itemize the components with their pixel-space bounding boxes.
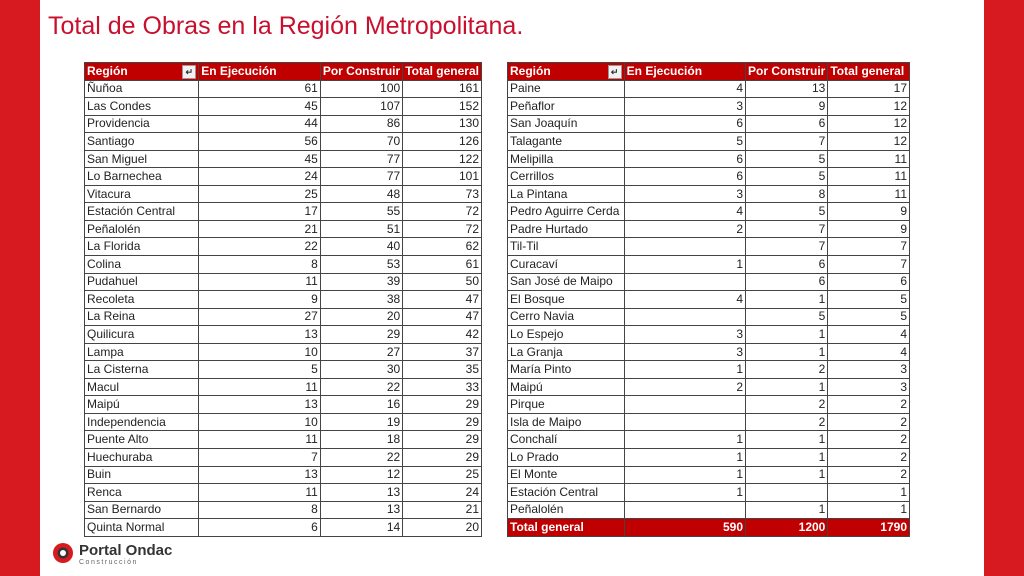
table-row [85,519,482,537]
en-ejecucion-cell: 4 [624,80,745,98]
region-cell: María Pinto [508,361,625,379]
en-ejecucion-cell: 13 [199,466,321,484]
logo-subtitle: Construcción [79,559,138,566]
total-general-cell: 5 [828,291,910,309]
table-row [85,484,482,502]
table-row [508,413,910,431]
por-construir-cell: 16 [320,396,402,414]
total-general-cell: 9 [828,220,910,238]
total-general-cell: 33 [403,378,482,396]
en-ejecucion-cell: 1 [624,431,745,449]
region-cell: Las Condes [85,98,199,116]
por-construir-cell: 20 [320,308,402,326]
region-cell: Providencia [85,115,199,133]
total-general-cell: 4 [828,343,910,361]
por-construir-cell: 77 [320,150,402,168]
table-row [508,501,910,519]
region-cell: San Miguel [85,150,199,168]
region-cell: La Cisterna [85,361,199,379]
total-general-cell: 12 [828,98,910,116]
region-cell: San Bernardo [85,501,199,519]
total-por-construir-cell: 1200 [746,519,828,537]
region-cell: Peñalolén [508,501,625,519]
region-cell: Ñuñoa [85,80,199,98]
por-construir-cell: 9 [746,98,828,116]
logo-name: Portal Ondac [79,542,173,559]
en-ejecucion-cell: 45 [199,98,321,116]
table-row [508,396,910,414]
total-general-cell: 3 [828,361,910,379]
region-cell: La Reina [85,308,199,326]
region-cell: La Pintana [508,185,625,203]
en-ejecucion-cell [624,238,745,256]
total-general-cell: 130 [403,115,482,133]
region-cell: San José de Maipo [508,273,625,291]
por-construir-cell: 55 [320,203,402,221]
en-ejecucion-cell: 1 [624,256,745,274]
en-ejecucion-cell: 10 [199,413,321,431]
region-cell: Pirque [508,396,625,414]
en-ejecucion-cell: 1 [624,449,745,467]
region-cell: Paine [508,80,625,98]
table-row [85,256,482,274]
total-general-cell: 101 [403,168,482,186]
por-construir-cell: 22 [320,378,402,396]
table-row [508,256,910,274]
total-en-ejecucion-cell: 590 [624,519,745,537]
page-title: Total de Obras en la Región Metropolitana. [48,12,524,40]
table-row [85,115,482,133]
por-construir-cell: 6 [746,115,828,133]
header-por-construir: Por Construir [746,63,828,81]
table-row [508,273,910,291]
por-construir-cell: 5 [746,308,828,326]
en-ejecucion-cell: 25 [199,185,321,203]
region-cell: Padre Hurtado [508,220,625,238]
table-row [508,203,910,221]
en-ejecucion-cell: 3 [624,98,745,116]
total-general-cell: 1 [828,484,910,502]
por-construir-cell: 29 [320,326,402,344]
table-row [85,185,482,203]
table-row [508,291,910,309]
region-cell: Renca [85,484,199,502]
por-construir-cell: 1 [746,501,828,519]
table-row [85,361,482,379]
header-region [85,63,199,81]
por-construir-cell: 7 [746,238,828,256]
en-ejecucion-cell: 45 [199,150,321,168]
region-cell: Talagante [508,133,625,151]
region-cell: El Monte [508,466,625,484]
total-general-cell: 11 [828,168,910,186]
por-construir-cell: 53 [320,256,402,274]
total-general-cell: 11 [828,150,910,168]
total-general-cell: 11 [828,185,910,203]
en-ejecucion-cell [624,273,745,291]
region-cell: Lo Prado [508,449,625,467]
en-ejecucion-cell: 22 [199,238,321,256]
total-general-cell: 35 [403,361,482,379]
total-general-cell: 47 [403,291,482,309]
total-general-cell: 24 [403,484,482,502]
en-ejecucion-cell: 8 [199,256,321,274]
en-ejecucion-cell [624,308,745,326]
header-por-construir: Por Construir [320,63,402,81]
por-construir-cell: 51 [320,220,402,238]
table-row [508,378,910,396]
table-row [85,203,482,221]
region-cell: San Joaquín [508,115,625,133]
en-ejecucion-cell: 6 [624,168,745,186]
table-row [508,449,910,467]
en-ejecucion-cell: 3 [624,326,745,344]
en-ejecucion-cell [624,413,745,431]
total-general-cell: 6 [828,273,910,291]
table-row [85,396,482,414]
por-construir-cell: 7 [746,133,828,151]
por-construir-cell: 13 [320,484,402,502]
en-ejecucion-cell: 4 [624,291,745,309]
total-general-cell: 7 [828,238,910,256]
total-general-cell: 12 [828,133,910,151]
por-construir-cell: 19 [320,413,402,431]
por-construir-cell: 8 [746,185,828,203]
en-ejecucion-cell: 11 [199,431,321,449]
por-construir-cell: 14 [320,519,402,537]
total-general-cell: 1 [828,501,910,519]
en-ejecucion-cell: 6 [199,519,321,537]
header-en-ejecucion: En Ejecución [624,63,745,81]
por-construir-cell: 48 [320,185,402,203]
en-ejecucion-cell: 44 [199,115,321,133]
table-row [508,150,910,168]
total-region-cell: Total general [508,519,625,537]
region-cell: Colina [85,256,199,274]
table-right [507,62,910,537]
region-cell: Independencia [85,413,199,431]
region-cell: Huechuraba [85,449,199,467]
total-general-cell: 42 [403,326,482,344]
total-general-cell: 37 [403,343,482,361]
por-construir-cell: 1 [746,326,828,344]
total-general-cell: 9 [828,203,910,221]
por-construir-cell: 13 [746,80,828,98]
total-general-cell: 2 [828,413,910,431]
total-general-cell: 2 [828,449,910,467]
en-ejecucion-cell: 11 [199,378,321,396]
header-region-label: Región [87,63,128,78]
en-ejecucion-cell: 13 [199,326,321,344]
por-construir-cell: 30 [320,361,402,379]
header-region [508,63,625,81]
total-general-cell: 72 [403,203,482,221]
total-general-cell: 152 [403,98,482,116]
total-row [508,519,910,537]
total-general-cell: 47 [403,308,482,326]
total-general-cell: 2 [828,431,910,449]
por-construir-cell: 39 [320,273,402,291]
total-general-cell: 73 [403,185,482,203]
table-row [85,413,482,431]
table-row [85,378,482,396]
por-construir-cell: 6 [746,273,828,291]
por-construir-cell: 7 [746,220,828,238]
table-row [85,220,482,238]
table-row [508,466,910,484]
por-construir-cell: 2 [746,396,828,414]
table-row [85,326,482,344]
table-row [85,133,482,151]
region-cell: Peñaflor [508,98,625,116]
en-ejecucion-cell: 17 [199,203,321,221]
table-row [508,168,910,186]
en-ejecucion-cell [624,396,745,414]
por-construir-cell: 86 [320,115,402,133]
region-cell: Isla de Maipo [508,413,625,431]
table-row [85,466,482,484]
en-ejecucion-cell: 8 [199,501,321,519]
table-row [85,98,482,116]
en-ejecucion-cell [624,501,745,519]
region-cell: El Bosque [508,291,625,309]
en-ejecucion-cell: 3 [624,343,745,361]
por-construir-cell: 1 [746,291,828,309]
por-construir-cell: 40 [320,238,402,256]
total-general-cell: 161 [403,80,482,98]
table-row [508,98,910,116]
table-row [508,431,910,449]
por-construir-cell: 27 [320,343,402,361]
en-ejecucion-cell: 1 [624,484,745,502]
region-cell: La Granja [508,343,625,361]
region-cell: Recoleta [85,291,199,309]
total-general-cell: 126 [403,133,482,151]
table-row [85,150,482,168]
por-construir-cell: 1 [746,449,828,467]
table-row [85,449,482,467]
en-ejecucion-cell: 5 [199,361,321,379]
region-cell: Quilicura [85,326,199,344]
en-ejecucion-cell: 11 [199,273,321,291]
en-ejecucion-cell: 13 [199,396,321,414]
table-left [84,62,482,537]
table-row [85,168,482,186]
en-ejecucion-cell: 1 [624,466,745,484]
table-row [85,343,482,361]
en-ejecucion-cell: 4 [624,203,745,221]
por-construir-cell: 5 [746,168,828,186]
total-general-cell: 62 [403,238,482,256]
total-total-general-cell: 1790 [828,519,910,537]
filter-sort-icon[interactable]: ↵ [608,65,622,79]
header-total-general: Total general [403,63,482,81]
total-general-cell: 25 [403,466,482,484]
total-general-cell: 29 [403,449,482,467]
en-ejecucion-cell: 10 [199,343,321,361]
table-row [508,185,910,203]
table-row [85,501,482,519]
en-ejecucion-cell: 3 [624,185,745,203]
en-ejecucion-cell: 56 [199,133,321,151]
region-cell: Macul [85,378,199,396]
en-ejecucion-cell: 6 [624,115,745,133]
por-construir-cell: 6 [746,256,828,274]
portal-ondac-logo-icon [52,542,74,564]
por-construir-cell: 1 [746,378,828,396]
header-region-label: Región [510,63,551,78]
por-construir-cell: 1 [746,431,828,449]
table-row [508,326,910,344]
region-cell: Cerro Navia [508,308,625,326]
total-general-cell: 21 [403,501,482,519]
por-construir-cell: 12 [320,466,402,484]
region-cell: Maipú [85,396,199,414]
por-construir-cell: 70 [320,133,402,151]
table-row [85,80,482,98]
table-row [85,291,482,309]
total-general-cell: 61 [403,256,482,274]
table-row [508,80,910,98]
region-cell: Buin [85,466,199,484]
en-ejecucion-cell: 7 [199,449,321,467]
table-row [85,308,482,326]
por-construir-cell: 38 [320,291,402,309]
en-ejecucion-cell: 61 [199,80,321,98]
en-ejecucion-cell: 9 [199,291,321,309]
en-ejecucion-cell: 11 [199,484,321,502]
en-ejecucion-cell: 24 [199,168,321,186]
total-general-cell: 122 [403,150,482,168]
region-cell: Maipú [508,378,625,396]
table-row [508,343,910,361]
table-row [508,133,910,151]
region-cell: Lo Espejo [508,326,625,344]
en-ejecucion-cell: 2 [624,220,745,238]
total-general-cell: 2 [828,466,910,484]
por-construir-cell: 18 [320,431,402,449]
table-row [508,484,910,502]
por-construir-cell: 1 [746,343,828,361]
header-en-ejecucion: En Ejecución [199,63,321,81]
total-general-cell: 17 [828,80,910,98]
por-construir-cell: 100 [320,80,402,98]
region-cell: Santiago [85,133,199,151]
por-construir-cell: 77 [320,168,402,186]
table-row [508,238,910,256]
total-general-cell: 2 [828,396,910,414]
region-cell: Lampa [85,343,199,361]
region-cell: Estación Central [85,203,199,221]
total-general-cell: 72 [403,220,482,238]
table-row [85,431,482,449]
table-row [508,220,910,238]
header-total-general: Total general [828,63,910,81]
en-ejecucion-cell: 6 [624,150,745,168]
region-cell: Quinta Normal [85,519,199,537]
region-cell: Melipilla [508,150,625,168]
table-row [508,115,910,133]
total-general-cell: 7 [828,256,910,274]
table-row [508,308,910,326]
total-general-cell: 29 [403,413,482,431]
table-row [85,273,482,291]
por-construir-cell [746,484,828,502]
region-cell: Peñalolén [85,220,199,238]
left-red-bar [0,0,40,576]
total-general-cell: 12 [828,115,910,133]
region-cell: Pudahuel [85,273,199,291]
en-ejecucion-cell: 2 [624,378,745,396]
en-ejecucion-cell: 5 [624,133,745,151]
region-cell: Conchalí [508,431,625,449]
en-ejecucion-cell: 1 [624,361,745,379]
table-row [85,238,482,256]
region-cell: La Florida [85,238,199,256]
region-cell: Estación Central [508,484,625,502]
region-cell: Vitacura [85,185,199,203]
por-construir-cell: 13 [320,501,402,519]
total-general-cell: 20 [403,519,482,537]
region-cell: Cerrillos [508,168,625,186]
total-general-cell: 5 [828,308,910,326]
por-construir-cell: 22 [320,449,402,467]
region-cell: Pedro Aguirre Cerda [508,203,625,221]
por-construir-cell: 2 [746,413,828,431]
total-general-cell: 3 [828,378,910,396]
total-general-cell: 29 [403,431,482,449]
total-general-cell: 4 [828,326,910,344]
right-red-bar [984,0,1024,576]
por-construir-cell: 5 [746,203,828,221]
region-cell: Curacaví [508,256,625,274]
total-general-cell: 50 [403,273,482,291]
por-construir-cell: 2 [746,361,828,379]
en-ejecucion-cell: 27 [199,308,321,326]
filter-sort-icon[interactable]: ↵ [182,65,196,79]
table-header-row [85,63,482,81]
region-cell: Puente Alto [85,431,199,449]
por-construir-cell: 1 [746,466,828,484]
por-construir-cell: 5 [746,150,828,168]
en-ejecucion-cell: 21 [199,220,321,238]
region-cell: Lo Barnechea [85,168,199,186]
por-construir-cell: 107 [320,98,402,116]
table-row [508,361,910,379]
table-header-row [508,63,910,81]
region-cell: Til-Til [508,238,625,256]
total-general-cell: 29 [403,396,482,414]
